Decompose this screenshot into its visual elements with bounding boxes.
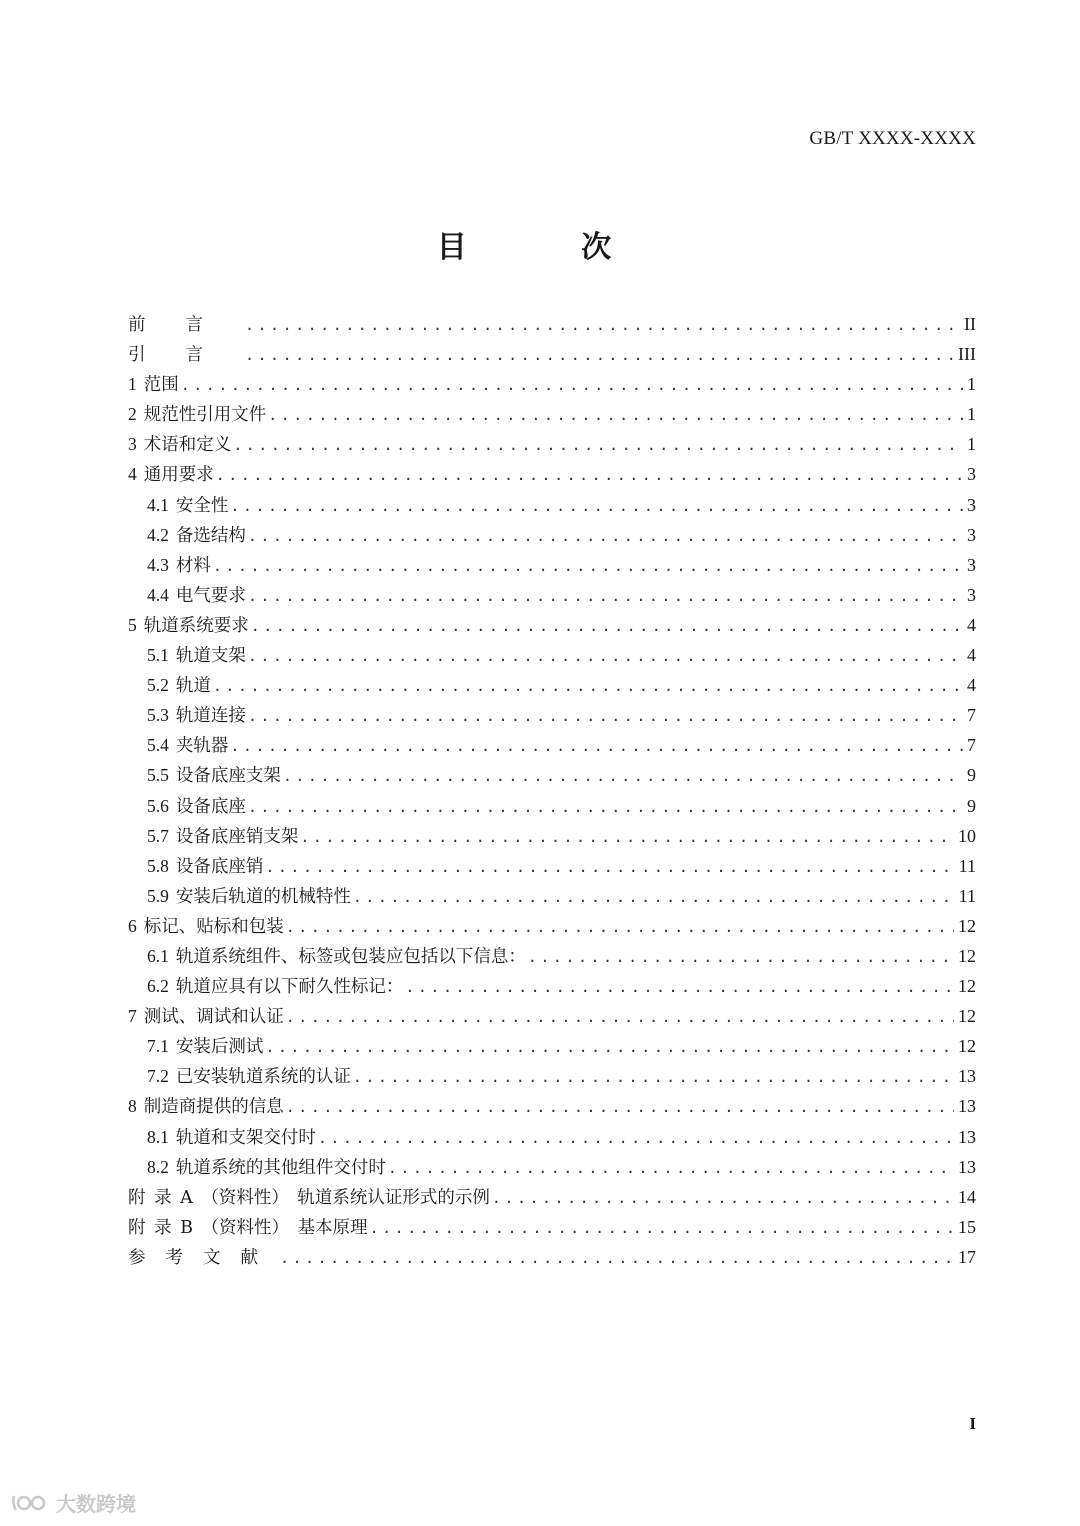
toc-leader-dots: [181, 370, 963, 400]
toc-entry-number: 4.3: [147, 554, 169, 575]
toc-leader-dots: [286, 912, 954, 942]
toc-entry-label: 安装后测试: [175, 1037, 264, 1058]
toc-leader-dots: [213, 671, 963, 701]
toc-entry-number: 2: [128, 404, 137, 425]
toc-entry-page: 4: [967, 675, 976, 696]
toc-entry-number: 5.6: [147, 795, 169, 816]
toc-entry-page: 11: [958, 855, 976, 876]
toc-leader-dots: [283, 761, 963, 791]
toc-entry-label: 轨道系统的其他组件交付时: [175, 1157, 386, 1178]
toc-leader-dots: [528, 942, 954, 972]
toc-entry-number: 7: [128, 1006, 137, 1027]
watermark: [10, 1488, 136, 1517]
toc-entry-label: 备选结构: [175, 525, 246, 546]
toc-entry-label: 附 录 B （资料性） 基本原理: [128, 1217, 368, 1238]
toc-leader-dots: [388, 1153, 954, 1183]
toc-entry-page: II: [964, 314, 976, 334]
toc-entry-page: 10: [958, 825, 976, 846]
toc-leader-dots: [230, 491, 963, 521]
toc-entry-number: 4.4: [147, 584, 169, 605]
toc-entry[interactable]: [128, 339, 976, 369]
toc-entry-label: 轨道系统组件、标签或包装应包括以下信息：: [175, 946, 526, 967]
toc-entry-number: 8.2: [147, 1156, 169, 1177]
toc-entry[interactable]: [128, 520, 976, 550]
page-title: 目 次: [436, 230, 664, 265]
toc-entry-label: 测试、调试和认证: [143, 1007, 284, 1028]
toc-leader-dots: [492, 1183, 954, 1213]
toc-entry-label: 设备底座销支架: [175, 826, 299, 847]
toc-entry[interactable]: [128, 821, 976, 851]
toc-entry-page: 12: [958, 1006, 976, 1027]
toc-entry[interactable]: [128, 1091, 976, 1121]
toc-entry-number: 5.3: [147, 705, 169, 726]
toc-entry-label: 设备底座: [175, 796, 246, 817]
toc-entry[interactable]: [128, 399, 976, 429]
toc-entry-label: 规范性引用文件: [143, 405, 267, 426]
toc-entry[interactable]: [128, 459, 976, 489]
toc-leader-dots: [245, 340, 954, 370]
toc-entry[interactable]: [128, 1182, 976, 1212]
toc-leader-dots: [251, 611, 963, 641]
toc-entry-label: 轨道连接: [175, 706, 246, 727]
toc-entry[interactable]: [128, 881, 976, 911]
toc-leader-dots: [265, 1032, 954, 1062]
toc-entry-label: 设备底座支架: [175, 766, 281, 787]
toc-entry-page: 13: [958, 1126, 976, 1147]
toc-leader-dots: [286, 1002, 954, 1032]
toc-entry-number: 6.1: [147, 945, 169, 966]
toc-entry-label: 材料: [175, 555, 211, 576]
toc-entry[interactable]: [128, 700, 976, 730]
page-number: I: [969, 1414, 976, 1433]
toc-entry-number: 1: [128, 374, 137, 395]
toc-entry-label: 范围: [143, 375, 179, 396]
toc-entry-label: 已安装轨道系统的认证: [175, 1067, 351, 1088]
toc-entry-page: 7: [967, 705, 976, 726]
toc-entry-label: 标记、贴标和包装: [143, 916, 284, 937]
toc-entry-page: III: [958, 344, 976, 365]
toc-leader-dots: [248, 641, 963, 671]
toc-entry-page: 9: [967, 765, 976, 786]
toc-entry-page: 3: [967, 524, 976, 545]
toc-entry-page: 13: [958, 1096, 976, 1117]
toc-leader-dots: [318, 1123, 954, 1153]
toc-entry-label: 通用要求: [143, 465, 214, 486]
toc-leader-dots: [213, 551, 963, 581]
toc-entry-page: 3: [967, 494, 976, 515]
toc-entry-page: 12: [958, 945, 976, 966]
toc-entry[interactable]: [128, 670, 976, 700]
toc-entry-number: 4: [128, 464, 137, 485]
toc-entry-label: 轨道和支架交付时: [175, 1127, 316, 1148]
toc-entry-label: 安装后轨道的机械特性: [175, 886, 351, 907]
toc-leader-dots: [286, 1092, 954, 1122]
toc-leader-dots: [233, 430, 963, 460]
toc-entry-page: 11: [958, 885, 976, 906]
toc-entry-page: 3: [967, 464, 976, 485]
toc-entry-number: 5.1: [147, 645, 169, 666]
toc-entry-page: 13: [958, 1066, 976, 1087]
toc-entry[interactable]: [128, 971, 976, 1001]
toc-entry-page: 1: [967, 404, 976, 425]
toc-entry-page: 14: [958, 1186, 976, 1207]
toc-leader-dots: [405, 972, 954, 1002]
toc-entry[interactable]: [128, 610, 976, 640]
toc-entry-number: 6.2: [147, 976, 169, 997]
toc-entry-page: 4: [967, 645, 976, 666]
toc-entry-page: 12: [958, 976, 976, 997]
toc-entry-label: 术语和定义: [143, 435, 232, 456]
watermark-text: 大数跨境: [56, 1492, 136, 1516]
toc-entry[interactable]: [128, 1122, 976, 1152]
toc-entry-label: 夹轨器: [175, 736, 229, 757]
toc-entry-page: 1: [967, 374, 976, 395]
toc-entry[interactable]: [128, 760, 976, 790]
toc-entry[interactable]: [128, 429, 976, 459]
toc-leader-dots: [248, 581, 963, 611]
toc-entry-label: 轨道支架: [175, 646, 246, 667]
toc-entry-label: 引言: [128, 345, 243, 366]
toc-entry[interactable]: [128, 550, 976, 580]
toc-entry-number: 8.1: [147, 1126, 169, 1147]
toc-entry-label: 设备底座销: [175, 856, 264, 877]
toc-entry-number: 5.2: [147, 675, 169, 696]
toc-leader-dots: [248, 521, 963, 551]
toc-entry-number: 5: [128, 614, 137, 635]
toc-entry-label: 附 录 A （资料性） 轨道系统认证形式的示例: [128, 1187, 490, 1208]
toc-entry-number: 5.7: [147, 825, 169, 846]
toc-entry-number: 6: [128, 915, 137, 936]
toc-leader-dots: [230, 731, 963, 761]
toc-entry[interactable]: [128, 1001, 976, 1031]
toc-entry-number: 5.8: [147, 855, 169, 876]
toc-entry[interactable]: [128, 309, 976, 339]
toc-entry-page: 7: [967, 735, 976, 756]
toc-leader-dots: [300, 822, 954, 852]
toc-entry-page: 17: [958, 1246, 976, 1267]
toc-entry[interactable]: [128, 1031, 976, 1061]
toc-entry-number: 5.5: [147, 765, 169, 786]
toc-entry[interactable]: [128, 369, 976, 399]
toc-entry-label: 制造商提供的信息: [143, 1097, 284, 1118]
toc-entry-number: 3: [128, 434, 137, 455]
toc-entry-page: 12: [958, 1036, 976, 1057]
toc-entry[interactable]: [128, 1152, 976, 1182]
brand-logo-icon: [10, 1492, 50, 1514]
toc-entry[interactable]: [128, 941, 976, 971]
toc-entry[interactable]: [128, 730, 976, 760]
toc-entry-page: 3: [967, 554, 976, 575]
toc-entry-number: 5.4: [147, 735, 169, 756]
toc-entry[interactable]: [128, 851, 976, 881]
toc-entry-number: 5.9: [147, 885, 169, 906]
toc-entry-label: 轨道系统要求: [143, 615, 249, 636]
toc-entry-page: 1: [967, 434, 976, 455]
toc-leader-dots: [268, 400, 963, 430]
toc-entry-page: 12: [958, 915, 976, 936]
toc-entry[interactable]: [128, 911, 976, 941]
toc-entry-number: 4.1: [147, 494, 169, 515]
toc-entry-number: 8: [128, 1096, 137, 1117]
toc-entry-page: 15: [958, 1216, 976, 1237]
toc-leader-dots: [280, 1243, 954, 1273]
document-code: GB/T XXXX-XXXX: [809, 128, 976, 149]
table-of-contents: [128, 309, 976, 1272]
toc-entry[interactable]: [128, 1242, 976, 1272]
toc-entry-page: 9: [967, 795, 976, 816]
toc-entry-page: 4: [967, 614, 976, 635]
toc-entry-page: 3: [967, 584, 976, 605]
toc-entry-label: 轨道: [175, 676, 211, 697]
toc-entry[interactable]: [128, 640, 976, 670]
toc-entry-number: 7.1: [147, 1036, 169, 1057]
toc-entry-label: 前言: [128, 315, 243, 335]
toc-leader-dots: [370, 1213, 954, 1243]
toc-leader-dots: [248, 701, 963, 731]
toc-entry-label: 轨道应具有以下耐久性标记：: [175, 977, 404, 998]
toc-entry-number: 7.2: [147, 1066, 169, 1087]
toc-entry[interactable]: [128, 1061, 976, 1091]
toc-leader-dots: [216, 460, 963, 490]
toc-entry[interactable]: [128, 490, 976, 520]
toc-entry-number: 4.2: [147, 524, 169, 545]
toc-entry-label: 安全性: [175, 495, 229, 516]
toc-leader-dots: [265, 852, 954, 882]
toc-entry[interactable]: [128, 791, 976, 821]
toc-entry[interactable]: [128, 580, 976, 610]
toc-entry-page: 13: [958, 1156, 976, 1177]
toc-entry[interactable]: [128, 1212, 976, 1242]
toc-leader-dots: [248, 792, 963, 822]
toc-entry-label: 参考文献: [128, 1247, 278, 1268]
toc-leader-dots: [353, 1062, 954, 1092]
toc-leader-dots: [353, 882, 955, 912]
toc-leader-dots: [245, 310, 960, 340]
toc-entry-label: 电气要求: [175, 585, 246, 606]
